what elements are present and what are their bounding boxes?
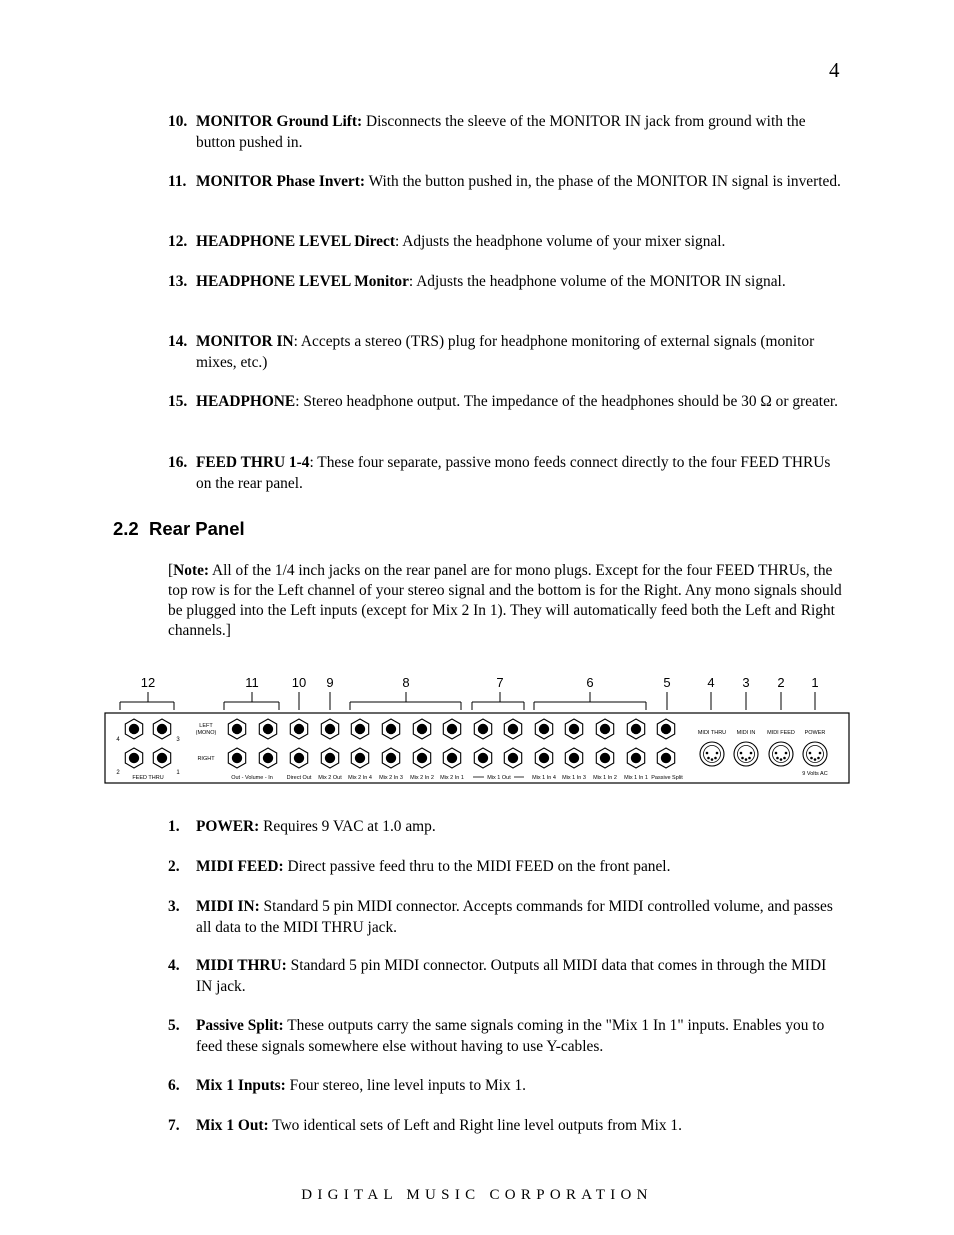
- quarter-inch-jack: [228, 748, 245, 768]
- din-pin: [817, 757, 820, 760]
- item-term: MONITOR IN: [196, 333, 294, 350]
- item-text: Standard 5 pin MIDI connector. Accepts commands for MIDI controlled volume, and passes all data to the MIDI THRU jack.: [196, 898, 833, 936]
- quarter-inch-jack: [627, 748, 644, 768]
- list-item: [168, 272, 844, 293]
- item-term: MIDI IN:: [196, 898, 260, 915]
- quarter-inch-jack: [290, 719, 307, 739]
- note-text: All of the 1/4 inch jacks on the rear panel are for mono plugs. Except for the four FEED THRUs, the top row is for the Left channel of your stereo signal and the bottom is for the Right. Any mono signals should be plugged into the Left inputs (except for Mix 2 In 1). They will automatically feed both the Left and Right channels.]: [168, 562, 842, 639]
- jack-socket: [539, 753, 549, 763]
- quarter-inch-jack: [504, 719, 521, 739]
- row-label-left: LEFT: [199, 723, 213, 729]
- quarter-inch-jack: [382, 719, 399, 739]
- list-item: [168, 332, 844, 373]
- jack-socket: [661, 753, 671, 763]
- jack-label: Mix 2 In 1: [440, 775, 464, 781]
- item-term: MONITOR Phase Invert:: [196, 173, 366, 190]
- jack-socket: [417, 724, 427, 734]
- quarter-inch-jack: [153, 719, 170, 739]
- panel-labels: [116, 723, 827, 781]
- quarter-inch-jack: [413, 748, 430, 768]
- section-title: Rear Panel: [149, 518, 245, 539]
- jack-socket: [386, 753, 396, 763]
- din-pin: [711, 758, 714, 761]
- connector-label: MIDI THRU: [697, 730, 727, 736]
- quarter-inch-jack: [627, 719, 644, 739]
- jack-label: Mix 1 In 1: [624, 775, 648, 781]
- jack-socket: [129, 724, 139, 734]
- quarter-inch-jack: [382, 748, 399, 768]
- jack-label: Mix 2 In 4: [348, 775, 372, 781]
- feed-thru-number: 4: [116, 737, 120, 743]
- jack-socket: [508, 753, 518, 763]
- callout-number: 3: [742, 675, 750, 690]
- callout-group: [120, 675, 819, 710]
- item-text: : These four separate, passive mono feeds connect directly to the four FEED THRUs on the rear panel.: [196, 454, 831, 492]
- din-pin: [775, 752, 778, 755]
- power-rating-label: 9 Volts AC: [802, 771, 828, 777]
- item-term: HEADPHONE LEVEL Direct: [196, 233, 395, 250]
- quarter-inch-jack: [413, 719, 430, 739]
- quarter-inch-jack: [565, 748, 582, 768]
- jack-socket: [478, 724, 488, 734]
- jack-label: Mix 2 In 3: [379, 775, 403, 781]
- item-term: Mix 1 Out:: [196, 1117, 269, 1134]
- quarter-inch-jack: [565, 719, 582, 739]
- jack-socket: [478, 753, 488, 763]
- panel-outline: [105, 713, 849, 783]
- list-item: [168, 172, 844, 193]
- quarter-inch-jack: [321, 719, 338, 739]
- item-number: 14.: [168, 333, 188, 350]
- quarter-inch-jack: [290, 748, 307, 768]
- feed-thru-number: 1: [176, 770, 180, 776]
- list-item: [168, 817, 844, 838]
- callout-number: 5: [663, 675, 671, 690]
- callout-number: 12: [140, 675, 156, 690]
- feed-thru-number: 2: [116, 770, 120, 776]
- din-pin: [783, 757, 786, 760]
- din-pin: [810, 757, 813, 760]
- item-number: 6.: [168, 1077, 180, 1094]
- din-pin: [714, 757, 717, 760]
- callout-number: 1: [811, 675, 819, 690]
- list-item: [168, 1116, 844, 1137]
- item-text: : Adjusts the headphone volume of your mixer signal.: [394, 233, 726, 250]
- quarter-inch-jack: [125, 748, 142, 768]
- list-item: [168, 392, 844, 413]
- din-pin: [707, 757, 710, 760]
- jack-label: Mix 1 In 4: [532, 775, 556, 781]
- item-number: 7.: [168, 1117, 180, 1134]
- item-number: 11.: [168, 173, 187, 190]
- section-number: 2.2: [113, 518, 139, 539]
- din-pin: [716, 752, 719, 755]
- item-number: 3.: [168, 898, 180, 915]
- jack-label: Mix 1 In 2: [593, 775, 617, 781]
- quarter-inch-jack: [657, 719, 674, 739]
- quarter-inch-jack: [596, 719, 613, 739]
- jack-socket: [508, 724, 518, 734]
- connector-label: MIDI IN: [736, 730, 756, 736]
- jack-socket: [157, 724, 167, 734]
- jack-socket: [157, 753, 167, 763]
- list-item: [168, 1016, 844, 1057]
- connector-label: MIDI FEED: [767, 730, 795, 736]
- quarter-inch-jack: [657, 748, 674, 768]
- jack-socket: [294, 724, 304, 734]
- item-term: HEADPHONE LEVEL Monitor: [196, 273, 409, 290]
- din-pin: [740, 752, 743, 755]
- din-connector: [769, 742, 793, 766]
- quarter-inch-jack: [535, 748, 552, 768]
- jack-socket: [232, 753, 242, 763]
- quarter-inch-jack: [474, 748, 491, 768]
- din-pin: [706, 752, 709, 755]
- callout-number: 11: [245, 675, 259, 690]
- jack-socket: [539, 724, 549, 734]
- jack-socket: [661, 724, 671, 734]
- jack-socket: [569, 724, 579, 734]
- din-pin: [750, 752, 753, 755]
- jack-socket: [355, 753, 365, 763]
- jack-socket: [600, 724, 610, 734]
- jack-label: Direct Out: [286, 775, 312, 781]
- callout-number: 8: [402, 675, 410, 690]
- list-item: [168, 232, 844, 253]
- item-text: Requires 9 VAC at 1.0 amp.: [259, 818, 436, 835]
- item-term: Mix 1 Inputs:: [196, 1077, 286, 1094]
- quarter-inch-jack: [321, 748, 338, 768]
- quarter-inch-jack: [259, 719, 276, 739]
- quarter-inch-jack: [504, 748, 521, 768]
- item-term: HEADPHONE: [196, 393, 296, 410]
- item-number: 12.: [168, 233, 188, 250]
- callout-number: 10: [291, 675, 307, 690]
- jack-label: Out - Volume - In: [231, 775, 273, 781]
- din-connector: [734, 742, 758, 766]
- item-term: MONITOR Ground Lift:: [196, 113, 363, 130]
- quarter-inch-jack: [351, 748, 368, 768]
- item-number: 15.: [168, 393, 188, 410]
- quarter-inch-jack: [351, 719, 368, 739]
- item-text: With the button pushed in, the phase of the MONITOR IN signal is inverted.: [365, 173, 841, 190]
- feed-thru-number: 3: [176, 737, 180, 743]
- jack-socket: [294, 753, 304, 763]
- jack-socket: [417, 753, 427, 763]
- row-label-mono: (MONO): [195, 730, 217, 736]
- jack-socket: [325, 724, 335, 734]
- quarter-inch-jack: [443, 719, 460, 739]
- jack-socket: [355, 724, 365, 734]
- list-item: [168, 112, 844, 153]
- quarter-inch-jack: [596, 748, 613, 768]
- jack-socket: [386, 724, 396, 734]
- jack-socket: [325, 753, 335, 763]
- din-pin: [748, 757, 751, 760]
- item-number: 1.: [168, 818, 180, 835]
- item-term: MIDI FEED:: [196, 858, 284, 875]
- section-heading: [113, 518, 245, 540]
- din-pin: [745, 758, 748, 761]
- quarter-inch-jack: [259, 748, 276, 768]
- list-item: [168, 956, 844, 997]
- jack-socket: [263, 753, 273, 763]
- item-text: These outputs carry the same signals coming in the "Mix 1 In 1" inputs. Enables you to feed these signals somewhere else without having to use Y-cables.: [196, 1017, 825, 1055]
- feed-thru-label: FEED THRU: [132, 775, 164, 781]
- jack-socket: [447, 724, 457, 734]
- item-text: : Accepts a stereo (TRS) plug for headphone monitoring of external signals (monitor mixes, etc.): [196, 333, 815, 371]
- item-number: 5.: [168, 1017, 180, 1034]
- din-connector: [803, 742, 827, 766]
- rear-panel-diagram: [104, 668, 852, 786]
- item-term: FEED THRU 1-4: [196, 454, 310, 471]
- item-number: 13.: [168, 273, 188, 290]
- jack-label: Mix 1 In 3: [562, 775, 586, 781]
- connector-label: POWER: [804, 730, 826, 736]
- callout-number: 6: [586, 675, 594, 690]
- jack-socket: [569, 753, 579, 763]
- din-pin: [814, 758, 817, 761]
- item-number: 10.: [168, 113, 188, 130]
- din-pin: [776, 757, 779, 760]
- din-pin: [741, 757, 744, 760]
- item-number: 16.: [168, 454, 188, 471]
- jack-label: Mix 2 Out: [318, 775, 342, 781]
- row-label-right: RIGHT: [197, 756, 215, 762]
- quarter-inch-jack: [125, 719, 142, 739]
- jack-socket: [631, 753, 641, 763]
- item-text: Standard 5 pin MIDI connector. Outputs all MIDI data that comes in through the MIDI IN jack.: [196, 957, 827, 995]
- note-bracket: [: [168, 562, 174, 579]
- list-item: [168, 453, 844, 494]
- jack-group: [125, 719, 827, 768]
- item-text: Direct passive feed thru to the MIDI FEED on the front panel.: [283, 858, 671, 875]
- page-number: 4: [829, 58, 840, 82]
- jack-socket: [263, 724, 273, 734]
- callout-number: 4: [707, 675, 715, 690]
- quarter-inch-jack: [228, 719, 245, 739]
- note-paragraph: [168, 561, 844, 641]
- jack-socket: [232, 724, 242, 734]
- list-item: [168, 857, 844, 878]
- callout-number: 9: [326, 675, 334, 690]
- item-number: 4.: [168, 957, 180, 974]
- item-number: 2.: [168, 858, 180, 875]
- jack-socket: [129, 753, 139, 763]
- list-item: [168, 1076, 844, 1097]
- callout-number: 7: [496, 675, 504, 690]
- item-term: POWER:: [196, 818, 260, 835]
- item-text: Two identical sets of Left and Right line level outputs from Mix 1.: [268, 1117, 682, 1134]
- item-text: Disconnects the sleeve of the MONITOR IN jack from ground with the button pushed in.: [196, 113, 806, 151]
- item-text: : Adjusts the headphone volume of the MONITOR IN signal.: [408, 273, 786, 290]
- item-text: : Stereo headphone output. The impedance of the headphones should be 30 Ω or greater.: [295, 393, 839, 410]
- din-pin: [785, 752, 788, 755]
- quarter-inch-jack: [443, 748, 460, 768]
- page-footer: DIGITAL MUSIC CORPORATION: [301, 1187, 653, 1203]
- jack-label: Mix 1 Out: [487, 775, 511, 781]
- jack-socket: [600, 753, 610, 763]
- note-label: Note:: [173, 562, 210, 579]
- item-term: MIDI THRU:: [196, 957, 287, 974]
- callout-number: 2: [777, 675, 785, 690]
- item-term: Passive Split:: [196, 1017, 284, 1034]
- quarter-inch-jack: [535, 719, 552, 739]
- din-pin: [780, 758, 783, 761]
- quarter-inch-jack: [474, 719, 491, 739]
- list-item: [168, 897, 844, 938]
- item-text: Four stereo, line level inputs to Mix 1.: [285, 1077, 527, 1094]
- din-pin: [809, 752, 812, 755]
- din-pin: [819, 752, 822, 755]
- din-connector: [700, 742, 724, 766]
- jack-label: Passive Split: [651, 775, 683, 781]
- quarter-inch-jack: [153, 748, 170, 768]
- jack-socket: [447, 753, 457, 763]
- jack-socket: [631, 724, 641, 734]
- jack-label: Mix 2 In 2: [410, 775, 434, 781]
